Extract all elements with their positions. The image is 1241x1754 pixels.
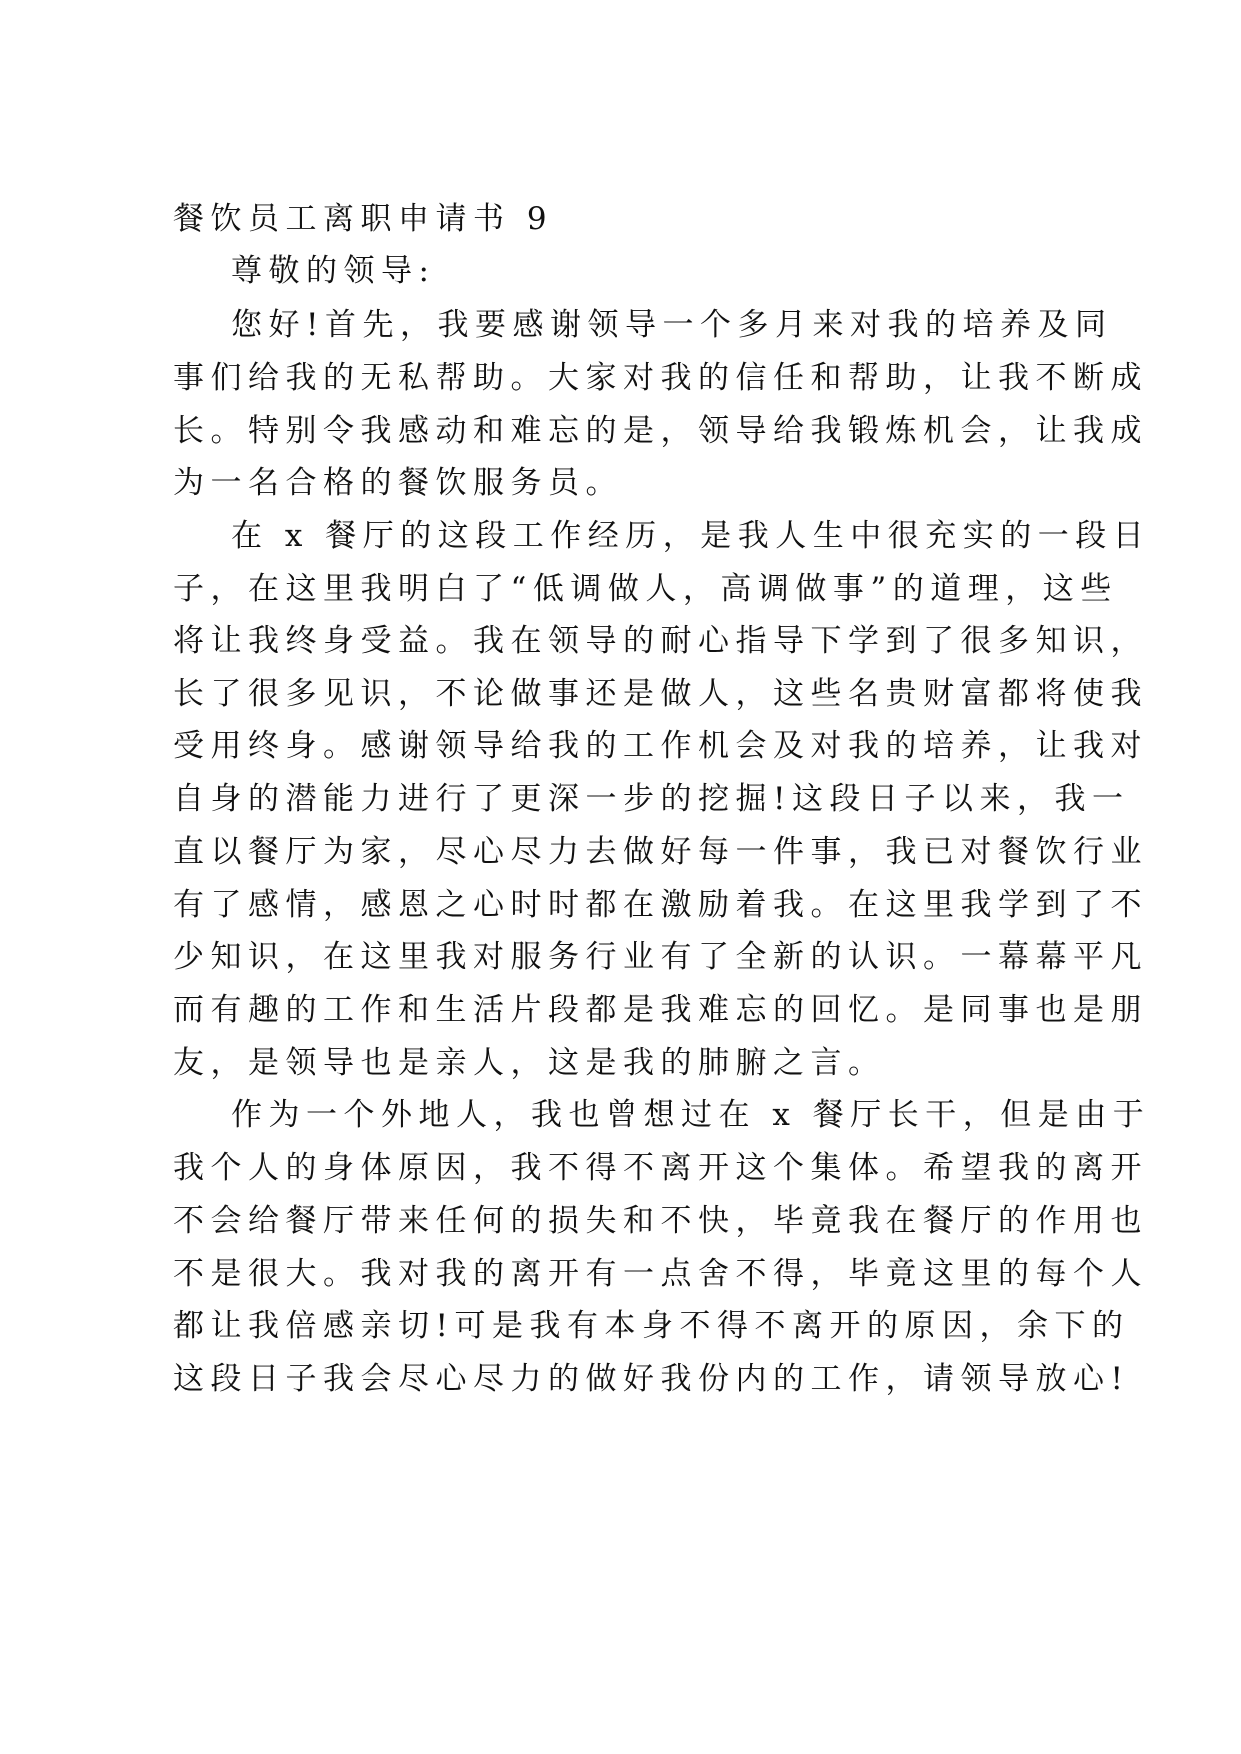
paragraph-line: 少知识，在这里我对服务行业有了全新的认识。一幕幕平凡 [173, 939, 1148, 975]
paragraph-line: 有了感情，感恩之心时时都在激励着我。在这里我学到了不 [173, 887, 1148, 923]
paragraph-line: 为一名合格的餐饮服务员。 [173, 465, 623, 501]
document-title: 餐饮员工离职申请书 9 [173, 201, 554, 237]
paragraph-line: 而有趣的工作和生活片段都是我难忘的回忆。是同事也是朋 [173, 992, 1148, 1028]
paragraph-line: 长了很多见识，不论做事还是做人，这些名贵财富都将使我 [173, 676, 1148, 712]
salutation: 尊敬的领导: [231, 253, 436, 289]
paragraph-line: 长。特别令我感动和难忘的是，领导给我锻炼机会，让我成 [173, 413, 1148, 449]
paragraph-line: 在 x 餐厅的这段工作经历，是我人生中很充实的一段日 [231, 518, 1151, 554]
paragraph-line: 您好!首先，我要感谢领导一个多月来对我的培养及同 [231, 307, 1113, 343]
paragraph-line: 都让我倍感亲切!可是我有本身不得不离开的原因，余下的 [173, 1308, 1130, 1344]
paragraph-line: 作为一个外地人，我也曾想过在 x 餐厅长干，但是由于 [231, 1097, 1151, 1133]
paragraph-line: 将让我终身受益。我在领导的耐心指导下学到了很多知识， [173, 623, 1148, 659]
paragraph-line: 子，在这里我明白了“低调做人，高调做事”的道理，这些 [173, 571, 1118, 607]
paragraph-line: 友，是领导也是亲人，这是我的肺腑之言。 [173, 1045, 886, 1081]
paragraph-line: 我个人的身体原因，我不得不离开这个集体。希望我的离开 [173, 1150, 1148, 1186]
paragraph-line: 直以餐厅为家，尽心尽力去做好每一件事，我已对餐饮行业 [173, 834, 1148, 870]
paragraph-line: 这段日子我会尽心尽力的做好我份内的工作，请领导放心! [173, 1361, 1130, 1397]
paragraph-line: 不是很大。我对我的离开有一点舍不得，毕竟这里的每个人 [173, 1256, 1148, 1292]
paragraph-line: 受用终身。感谢领导给我的工作机会及对我的培养，让我对 [173, 728, 1148, 764]
paragraph-line: 不会给餐厅带来任何的损失和不快，毕竟我在餐厅的作用也 [173, 1203, 1148, 1239]
paragraph-line: 事们给我的无私帮助。大家对我的信任和帮助，让我不断成 [173, 360, 1148, 396]
paragraph-line: 自身的潜能力进行了更深一步的挖掘!这段日子以来，我一 [173, 781, 1130, 817]
